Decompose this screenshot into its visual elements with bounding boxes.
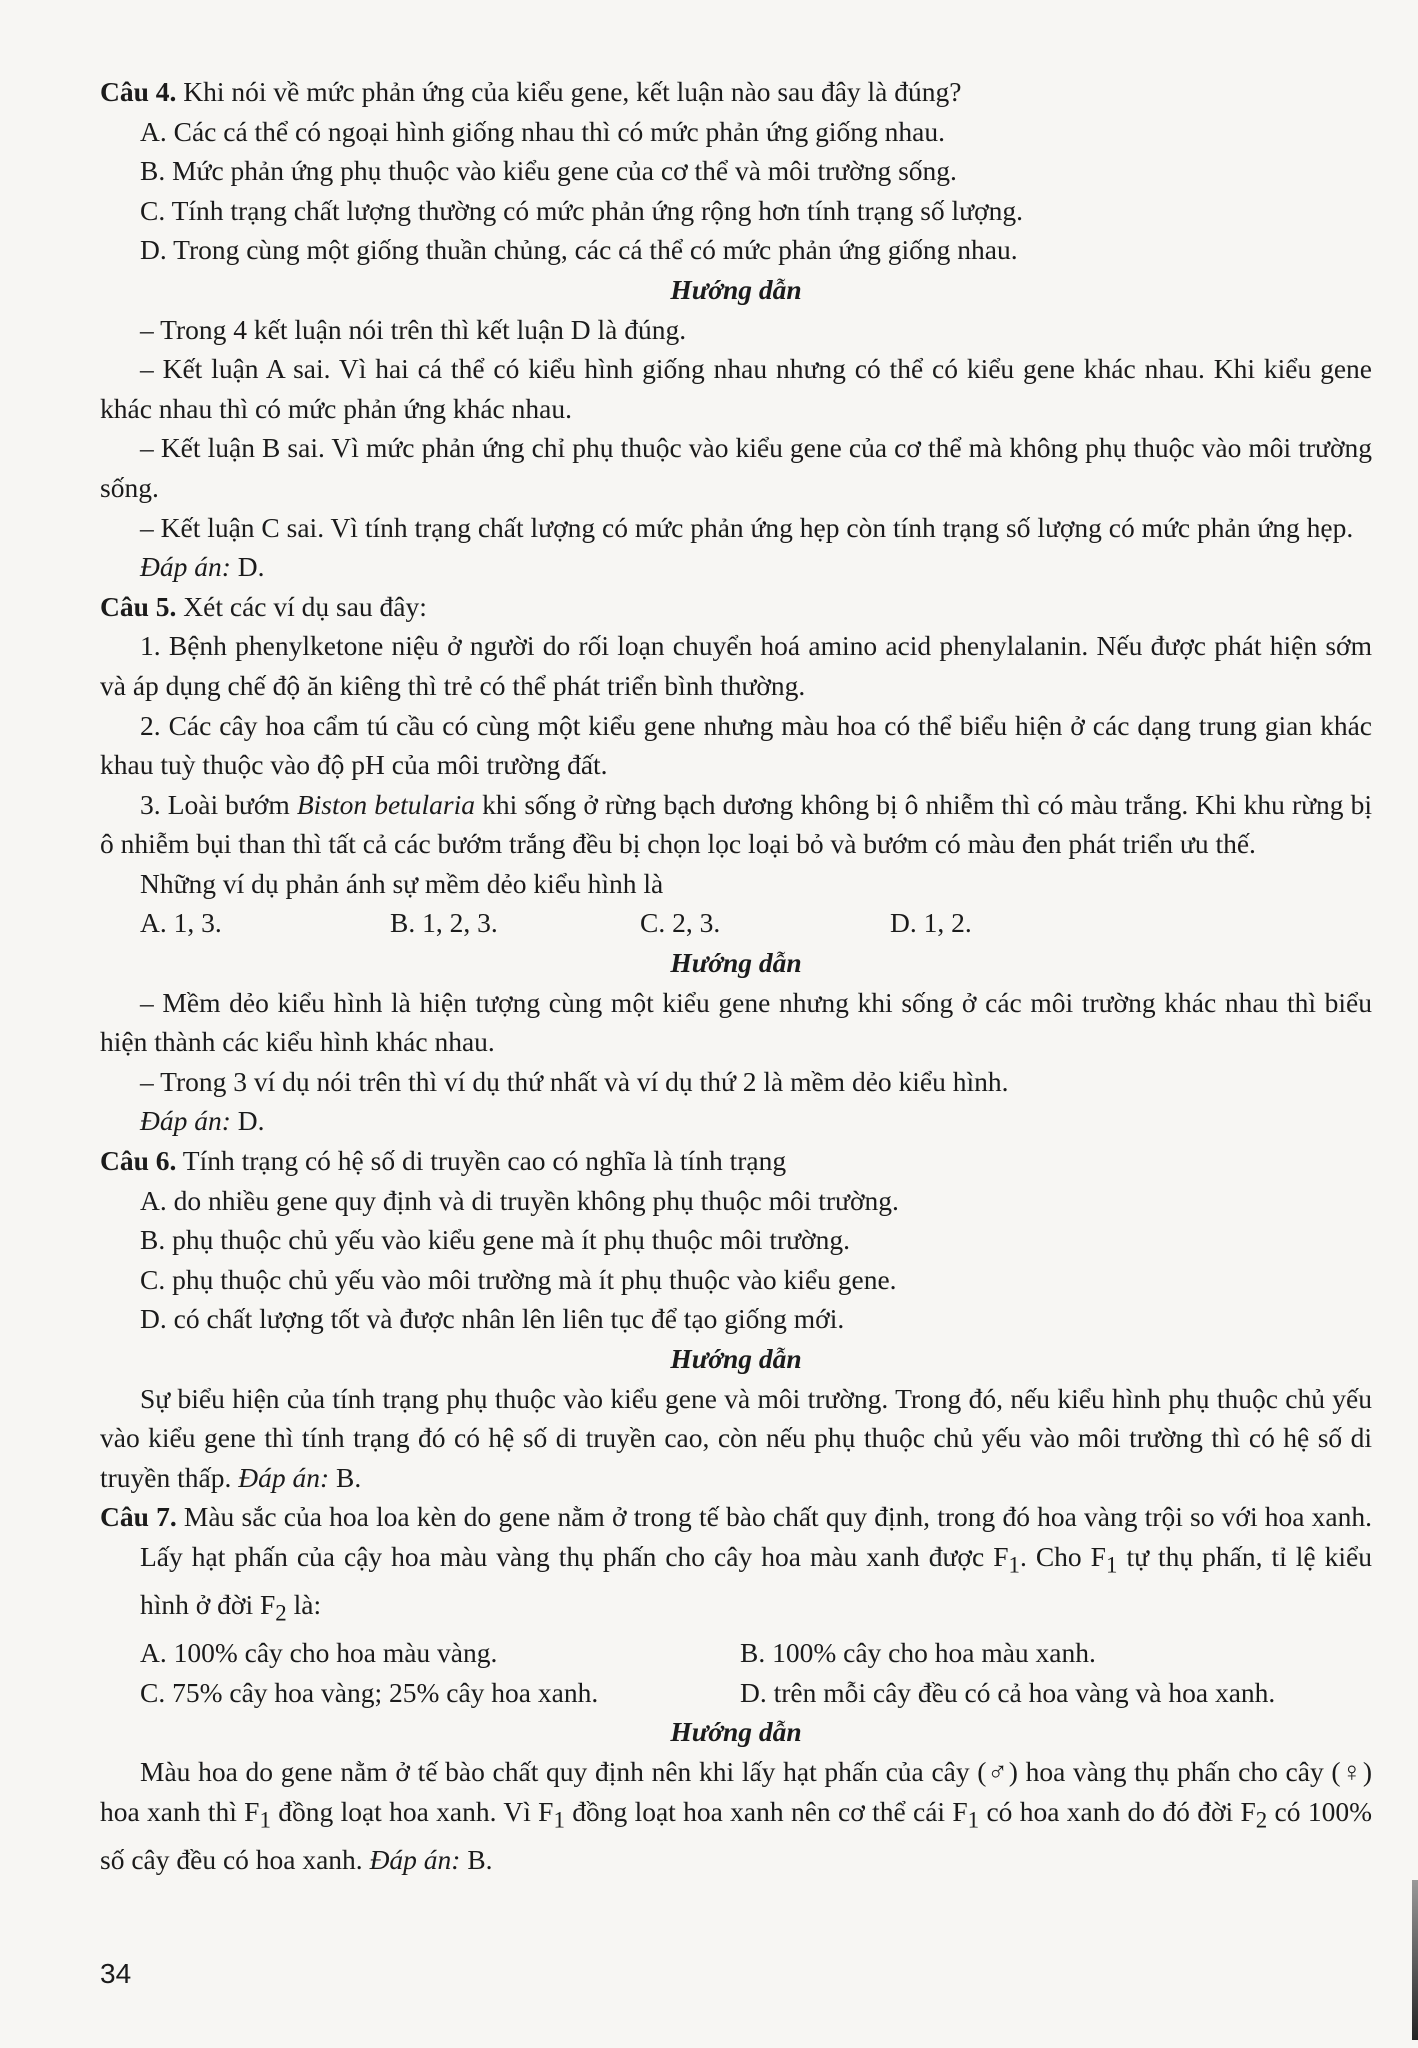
question-number: Câu 6. (100, 1145, 177, 1177)
answer-line (100, 547, 1372, 587)
guide-heading: Hướng dẫn (670, 1716, 802, 1748)
guide-heading: Hướng dẫn (670, 947, 802, 979)
subscript: 1 (1008, 1552, 1020, 1578)
option-a: A. 1, 3. (140, 907, 222, 939)
subscript: 1 (967, 1807, 980, 1833)
question-number: Câu 4. (100, 76, 177, 107)
option-d: D. trên mỗi cây đều có cả hoa vàng và hoa xanh. (740, 1676, 1276, 1708)
option-c: C. Tính trạng chất lượng thường có mức phản ứng rộng hơn tính trạng số lượng. (140, 194, 1023, 226)
page-content (100, 72, 1372, 1879)
options-row (100, 1673, 1372, 1713)
answer-value: D. (230, 551, 265, 583)
guide-paragraph: – Mềm dẻo kiểu hình là hiện tượng cùng một kiểu gene nhưng khi sống ở các môi trường khác nhau thì biểu hiện thành các kiểu hình khác nhau. (100, 986, 1372, 1058)
option-d: D. Trong cùng một giống thuần chủng, các cá thể có mức phản ứng giống nhau. (140, 234, 1018, 266)
question-stem: là: (286, 1589, 322, 1621)
guide-heading: Hướng dẫn (670, 273, 802, 305)
option-a: A. do nhiều gene quy định và di truyền không phụ thuộc môi trường. (140, 1184, 899, 1216)
question-stem: Khi nói về mức phản ứng của kiểu gene, kết luận nào sau đây là đúng? (176, 76, 962, 107)
guide-heading: Hướng dẫn (670, 1343, 802, 1374)
guide-text: đồng loạt hoa xanh nên cơ thể cái F (564, 1795, 968, 1827)
guide-text: Sự biểu hiện của tính trạng phụ thuộc vào kiểu gene và môi trường. Trong đó, nếu kiểu hình phụ thuộc chủ yếu vào kiểu gene thì tính trạng đó có hệ số di truyền cao, còn nếu phụ thuộc chủ yếu vào môi trường thì có hệ số di truyền thấp. (100, 1382, 1372, 1493)
guide-paragraph: – Kết luận C sai. Vì tính trạng chất lượng có mức phản ứng hẹp còn tính trạng số lượng có mức phản ứng hẹp. (140, 511, 1354, 543)
option-b: B. phụ thuộc chủ yếu vào kiểu gene mà ít phụ thuộc môi trường. (140, 1224, 850, 1256)
subscript: 1 (259, 1807, 271, 1833)
question-number: Câu 5. (100, 590, 177, 622)
question-stem: . Cho F (1019, 1540, 1106, 1572)
example-3 (100, 785, 1372, 864)
option-b: B. Mức phản ứng phụ thuộc vào kiểu gene của cơ thể và môi trường sống. (140, 155, 957, 187)
subscript: 1 (1105, 1552, 1118, 1578)
subscript: 1 (553, 1807, 565, 1833)
option-d: D. có chất lượng tốt và được nhân lên liên tục để tạo giống mới. (140, 1303, 845, 1335)
question-number: Câu 7. (100, 1501, 177, 1533)
guide-paragraph: – Trong 4 kết luận nói trên thì kết luận D là đúng. (140, 313, 687, 345)
page-edge-shadow (1412, 1880, 1418, 2040)
option-d: D. 1, 2. (890, 907, 972, 939)
species-name: Biston betularia (296, 788, 476, 820)
option-b: B. 100% cây cho hoa màu xanh. (740, 1637, 1096, 1669)
guide-paragraph: – Kết luận A sai. Vì hai cá thể có kiểu hình giống nhau nhưng có thể có kiểu gene khác nhau. Khi kiểu gene khác nhau thì có mức phản ứng khác nhau. (100, 353, 1372, 424)
guide-paragraph: – Kết luận B sai. Vì mức phản ứng chỉ phụ thuộc vào kiểu gene của cơ thể mà không phụ thuộc vào môi trường sống. (100, 432, 1372, 503)
answer-label: Đáp án: (238, 1461, 330, 1493)
guide-text: có 100% số cây đều có hoa xanh. (100, 1795, 1372, 1875)
question-prompt: Những ví dụ phản ánh sự mềm dẻo kiểu hình là (140, 867, 664, 899)
option-c: C. 2, 3. (640, 907, 721, 939)
answer-label: Đáp án: (140, 551, 231, 583)
options-row (100, 1633, 1372, 1673)
guide-paragraph: – Trong 3 ví dụ nói trên thì ví dụ thứ nhất và ví dụ thứ 2 là mềm dẻo kiểu hình. (140, 1065, 1009, 1097)
guide-paragraph (100, 1752, 1372, 1879)
question-stem: Xét các ví dụ sau đây: (176, 590, 427, 622)
question-stem: tự thụ phấn, tỉ lệ kiểu hình ở đời F (140, 1540, 1372, 1621)
question-stem: Tính trạng có hệ số di truyền cao có nghĩa là tính trạng (176, 1145, 787, 1177)
guide-paragraph (100, 1379, 1372, 1498)
answer-label: Đáp án: (369, 1843, 461, 1875)
answer-value: D. (230, 1105, 265, 1137)
option-c: C. 75% cây hoa vàng; 25% cây hoa xanh. (140, 1676, 599, 1708)
subscript: 2 (275, 1600, 287, 1626)
question-stem: Màu sắc của hoa loa kèn do gene nằm ở trong tế bào chất quy định, trong đó hoa vàng trội so với hoa xanh. Lấy hạt phấn của cậy hoa màu vàng thụ phấn cho cây hoa màu xanh được F (140, 1501, 1372, 1572)
guide-text: Màu hoa do gene nằm ở tế bào chất quy định nên khi lấy hạt phấn của cây (♂) hoa vàng thụ phấn cho cây (♀) hoa xanh thì F (100, 1755, 1372, 1827)
example-1: 1. Bệnh phenylketone niệu ở người do rối loạn chuyển hoá amino acid phenylalanin. Nếu được phát hiện sớm và áp dụng chế độ ăn kiêng thì trẻ có thể phát triển bình thường. (100, 630, 1372, 701)
answer-value: B. (460, 1843, 493, 1875)
guide-text: có hoa xanh do đó đời F (979, 1795, 1256, 1827)
example-text: khi sống ở rừng bạch dương không bị ô nhiễm thì có màu trắng. Khi khu rừng bị ô nhiễm bụi than thì tất cả các bướm trắng đều bị chọn lọc loại bỏ và bướm có màu đen phát triển ưu thế. (100, 788, 1372, 860)
answer-line (100, 1101, 1372, 1141)
option-c: C. phụ thuộc chủ yếu vào môi trường mà ít phụ thuộc vào kiểu gene. (140, 1263, 897, 1295)
question-5 (100, 587, 1372, 627)
options-row (100, 903, 1372, 943)
example-text: 3. Loài bướm (140, 788, 297, 820)
subscript: 2 (1255, 1807, 1268, 1833)
option-a: A. 100% cây cho hoa màu vàng. (140, 1637, 498, 1669)
question-4 (100, 72, 1372, 112)
question-6 (100, 1141, 1372, 1181)
option-a: A. Các cá thể có ngoại hình giống nhau thì có mức phản ứng giống nhau. (140, 115, 945, 147)
option-b: B. 1, 2, 3. (390, 907, 498, 939)
answer-label: Đáp án: (140, 1105, 231, 1137)
guide-text: đồng loạt hoa xanh. Vì F (270, 1795, 554, 1827)
page-number: 34 (100, 1958, 132, 1989)
example-2: 2. Các cây hoa cẩm tú cầu có cùng một kiểu gene nhưng màu hoa có thể biểu hiện ở các dạng trung gian khác khau tuỳ thuộc vào độ pH của môi trường đất. (100, 709, 1372, 781)
answer-value: B. (329, 1461, 362, 1493)
question-7 (100, 1497, 1372, 1633)
